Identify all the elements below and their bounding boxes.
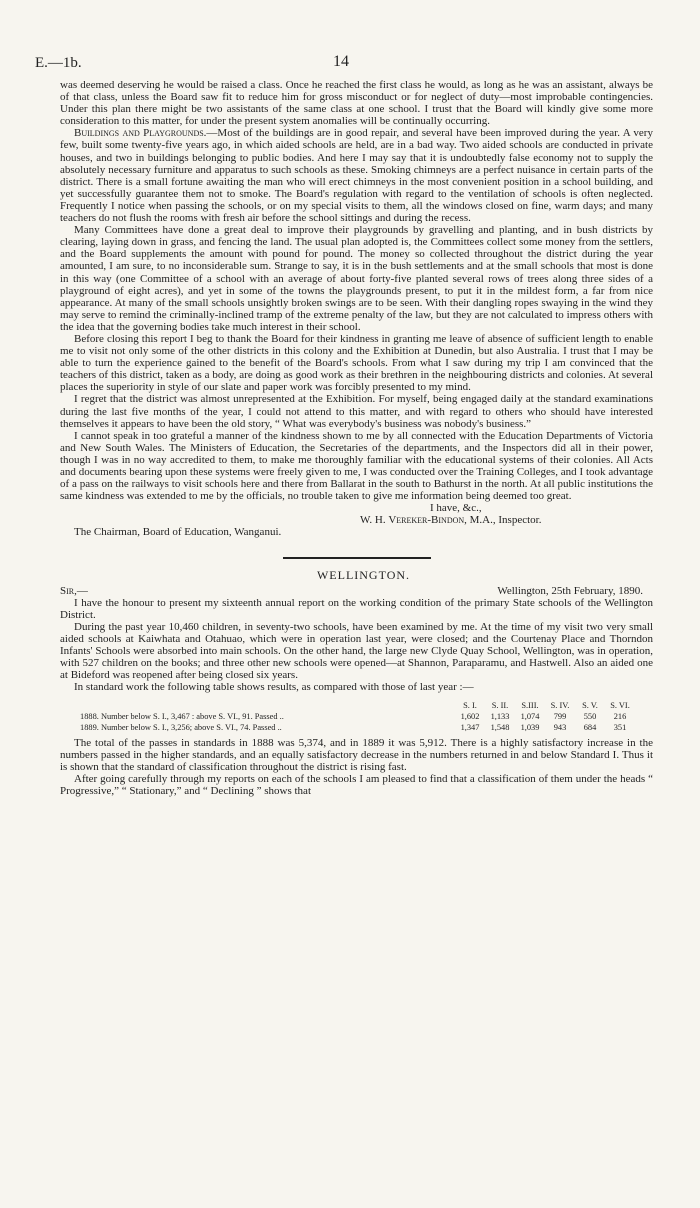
paragraph-text: —Most of the buildings are in good repair, and several have been improved during the year. A very few, built some twenty-five years ago, in which aided schools are held, are in a bad way. Two aided schools are conducted in private houses, and two in buildings belonging to public bodies. And here I may say that it is undoubtedly false economy not to supply the absolutely necessary furniture and apparatus to such schools as these. Smoking chimneys are a perfect nuisance in certain parts of the district. There is a small fortune awaiting the man who will erect chimneys in the most convenient position in a school building, and yet successfully guarantee them not to smoke. The Board's regulation with regard to the ventilation of schools is often neglected. Frequently I notice when passing the schools, or on my special visits to them, all the windows closed on fine, warm days; and many teachers do not flush the rooms with fresh air before the school sittings and during the recess. xyxy=(60,127,653,225)
table-cell: 216 xyxy=(613,711,627,721)
paragraph: In standard work the following table shows results, as compared with those of last year :— xyxy=(74,681,474,694)
row-label: 1889. Number below S. I., 3,256; above S. VI., 74. Passed .. xyxy=(80,722,282,732)
table-header: S. I. xyxy=(463,700,477,710)
page-number: 14 xyxy=(333,53,349,70)
table-header: S. VI. xyxy=(610,700,630,710)
addressee: The Chairman, Board of Education, Wanganui. xyxy=(74,526,282,539)
page-body xyxy=(60,79,653,797)
table-cell: 943 xyxy=(553,722,567,732)
table-row xyxy=(80,711,640,722)
row-label: 1888. Number below S. I., 3,467 : above S. VI., 91. Passed .. xyxy=(80,711,284,721)
paragraph: Many Committees have done a great deal to improve their playgrounds by gravelling and planting, and in bush districts by clearing, laying down in grass, and fencing the land. The usual plan adopted is, the Committees collect some money from the settlers, and the Board supplements the amount with pound for pound. The money so collected throughout the district during the year amounted, I am sure, to no inconsiderable sum. Strange to say, it is in the bush settlements and at the small schools that most is done in this way (one Committee of a school with an average of about forty-five planted several rows of trees along three sides of a playground of eight acres), and yet in some of the towns the playgrounds present, to put it in the mildest form, a far from nice appearance. At many of the small schools unsightly broken swings are to be seen. With their dangling ropes swaying in the wind they may serve to remind the criminally-inclined tramp of the extreme penalty of the law, but they are not calculated to impress others with the idea that the governing bodies take much interest in their school. xyxy=(60,224,653,333)
table-cell: 799 xyxy=(553,711,567,721)
document-code: E.—1b. xyxy=(35,55,82,71)
salutation-row xyxy=(60,585,653,597)
signature-name: W. H. Vereker-Bindon, M.A., Inspector. xyxy=(360,514,542,527)
paragraph: The total of the passes in standards in 1888 was 5,374, and in 1889 it was 5,912. There is a highly satisfactory increase in the numbers passed in the higher standards, and an equally satisfactory decrease in the numbers returned in and below Standard I. Thus it is shown that the standard of classification throughout the district is rising fast. xyxy=(60,736,653,773)
letter-date: Wellington, 25th February, 1890. xyxy=(497,584,643,597)
table-cell: 351 xyxy=(613,722,627,732)
table-header: S. V. xyxy=(582,700,598,710)
table-cell: 684 xyxy=(583,722,597,732)
table-header: S.III. xyxy=(521,700,539,710)
table-cell: 550 xyxy=(583,711,597,721)
signature-closing: I have, &c., xyxy=(430,502,482,515)
table-cell: 1,548 xyxy=(490,722,510,732)
table-header-row xyxy=(80,700,640,711)
table-cell: 1,133 xyxy=(490,711,510,721)
salutation: Sir,— xyxy=(60,584,88,597)
table-header: S. IV. xyxy=(550,700,570,710)
table-cell: 1,347 xyxy=(460,722,480,732)
section-title: WELLINGTON. xyxy=(316,567,411,582)
paragraph: Before closing this report I beg to thank the Board for their kindness in granting me leave of absence of sufficient length to enable me to visit not only some of the other districts in this colony and the Exhibition at Dunedin, but also Australia. I trust that I may be able to turn the experience gained to the benefit of the Board's schools. From what I saw during my trip I am convinced that the teachers of this district, taken as a body, are doing as good work as their brethren in the neighbouring districts and colonies. At several places the superiority in style of our slate and paper work was forcibly presented to my mind. xyxy=(60,332,653,394)
section-heading: Buildings and Playgrounds. xyxy=(74,127,207,140)
table-cell: 1,074 xyxy=(520,711,540,721)
table-header: S. II. xyxy=(491,700,509,710)
table-cell: 1,602 xyxy=(460,711,480,721)
paragraph: I cannot speak in too grateful a manner of the kindness shown to me by all connected with the Education Departments of Victoria and New South Wales. The Ministers of Education, the Secretaries of the departments, and the Inspectors did all in their power, though I was in no way accredited to them, to make me thoroughly familiar with the educational systems of their colonies. All Acts and documents bearing upon these systems were freely given to me, I was conducted over the Training Colleges, and I took advantage of a pass on the railways to visit schools here and there from Ballarat in the south to Bathurst in the north. At all public institutions the same kindness was extended to me by the officials, no trouble taken to give me information being deemed too great. xyxy=(60,429,653,503)
table-cell: 1,039 xyxy=(520,722,540,732)
paragraph: I regret that the district was almost unrepresented at the Exhibition. For myself, being engaged daily at the standard examinations during the last five months of the year, I could not attend to this matter, and with regard to others who should have interested themselves it appears to have been the old story, “ What was everybody's business was nobody's business.” xyxy=(60,393,653,430)
paragraph: was deemed deserving he would be raised a class. Once he reached the first class he would, as long as he was an assistant, always be of that class, unless the Board saw fit to reduce him for gross misconduct or for neglect of duty—most improbable contingencies. Under this plan there might be two assistants of the same class at one school. I trust that the Board will kindly give some more consideration to this matter, for under the present system anomalies will be continually occurring. xyxy=(60,79,653,128)
section-divider xyxy=(283,557,431,559)
paragraph: After going carefully through my reports on each of the schools I am pleased to find that a classification of them under the heads “ Progressive,” “ Stationary,” and “ Declining ” shows that xyxy=(60,772,653,797)
paragraph: I have the honour to present my sixteenth annual report on the working condition of the primary State schools of the Wellington District. xyxy=(60,596,653,621)
table-row xyxy=(80,722,640,733)
paragraph-buildings xyxy=(60,127,653,224)
paragraph: During the past year 10,460 children, in seventy-two schools, have been examined by me. At the time of my visit two very small aided schools at Kaiwhata and Otahuao, which were in operation last year, were closed; and the Courtenay Place and Thorndon Infants' Schools were absorbed into main schools. On the other hand, the large new Clyde Quay School, Wellington, was in operation, with 527 children on the books; and three other new schools were opened—at Shannon, Paraparamu, and Hastwell. Also an aided one at Bideford was reopened after being closed six years. xyxy=(60,620,653,682)
standards-table xyxy=(80,700,640,733)
